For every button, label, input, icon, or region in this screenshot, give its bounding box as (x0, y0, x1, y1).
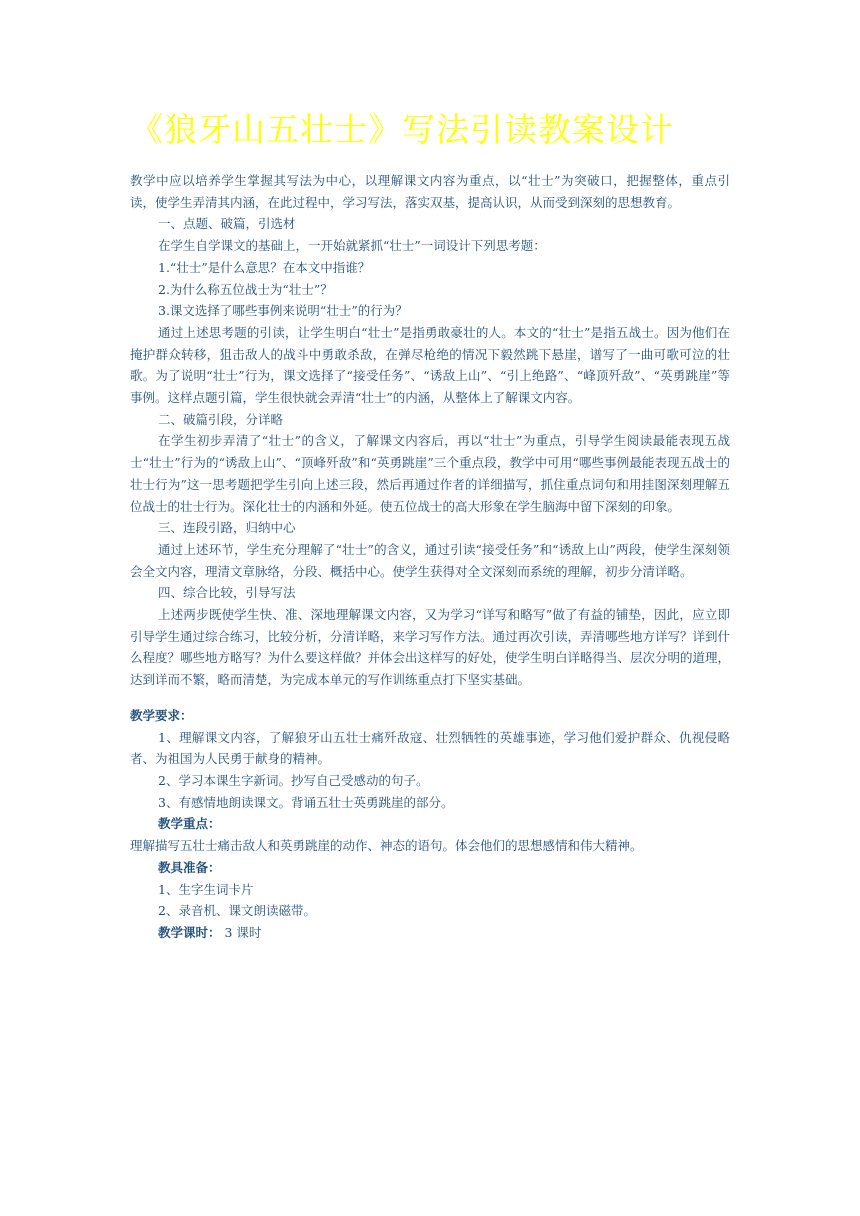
key-points-label: 教学重点： (158, 816, 221, 832)
section-1-paragraph: 通过上述思考题的引读，让学生明白“壮士”是指勇敢豪壮的人。本文的“壮士”是指五战士。因为他们在掩护群众转移，狙击敌人的战斗中勇敢杀敌，在弹尽枪绝的情况下毅然跳下悬崖，谱写了一曲可歌可泣的壮歌。为了说明“壮士”行为，课文选择了“接受任务”、“诱敌上山”、“引上绝路”、“峰顶歼敌”、“英勇跳崖”等事例。这样点题引篇，学生很快就会弄清“壮士”的内涵，从整体上了解课文内容。 (130, 324, 730, 406)
document-title: 《狼牙山五壮士》写法引读教案设计 (130, 110, 674, 149)
section-1-heading: 一、点题、破篇，引选材 (158, 216, 296, 232)
material-1: 1、生字生词卡片 (158, 881, 254, 897)
class-hours-line (130, 922, 730, 944)
requirement-1: 1、理解课文内容，了解狼牙山五壮士痛歼敌寇、壮烈牺牲的英雄事迹，学习他们爱护群众、仇视侵略者、为祖国为人民勇于献身的精神。 (130, 729, 730, 767)
section-4-paragraph: 上述两步既使学生快、准、深地理解课文内容，又为学习“详写和略写”做了有益的铺垫，因此，应立即引导学生通过综合练习，比较分析，分清详略，来学习写作方法。通过再次引读，弄清哪些地方详写？详到什么程度？哪些地方略写？为什么要这样做？并体会出这样写的好处，使学生明白详略得当、层次分明的道理，达到详而不繁，略而清楚，为完成本单元的写作训练重点打下坚实基础。 (130, 607, 731, 688)
materials-label: 教具准备： (158, 859, 221, 875)
section-4-heading: 四、综合比较，引导写法 (158, 585, 296, 601)
question-2: 2.为什么称五位战士为“壮士”？ (158, 281, 333, 297)
intro-paragraph: 教学中应以培养学生掌握其写法为中心，以理解课文内容为重点，以“壮士”为突破口，把握整体，重点引读，使学生弄清其内涵，在此过程中，学习写法，落实双基，提高认识，从而受到深刻的思想教育。 (130, 173, 730, 210)
requirements-label: 教学要求： (130, 707, 193, 723)
section-3-paragraph: 通过上述环节，学生充分理解了“壮士”的含义，通过引读“接受任务”和“诱敌上山”两段，使学生深刻领会全文内容，理清文章脉络，分段、概括中心。使学生获得对全文深刻而系统的理解，初步分清详略。 (130, 541, 730, 579)
section-3-heading: 三、连段引路，归纳中心 (158, 520, 296, 536)
section-2-paragraph: 在学生初步弄清了“壮士”的含义，了解课文内容后，再以“壮士”为重点，引导学生阅读最能表现五战士“壮士”行为的“诱敌上山”、“顶峰歼敌”和“英勇跳崖”三个重点段，教学中可用“哪些事例最能表现五战士的壮士行为”这一思考题把学生引向上述三段，然后再通过作者的详细描写，抓住重点词句和用挂图深刻理解五位战士的壮士行为。深化壮士的内涵和外延。使五位战士的高大形象在学生脑海中留下深刻的印象。 (130, 433, 730, 514)
question-1: 1.“壮士”是什么意思？在本文中指谁？ (158, 259, 371, 275)
key-points-text: 理解描写五壮士痛击敌人和英勇跳崖的动作、神态的语句。体会他们的思想感情和伟大精神。 (130, 838, 643, 854)
spacer (130, 691, 730, 705)
class-hours-value: 3 课时 (224, 924, 262, 940)
section-2-heading: 二、破篇引段，分详略 (158, 411, 284, 427)
class-hours-label: 教学课时： (158, 924, 221, 940)
requirement-2: 2、学习本课生字新词。抄写自己受感动的句子。 (158, 772, 429, 788)
material-2: 2、录音机、课文朗读磁带。 (158, 903, 316, 919)
question-3: 3.课文选择了哪些事例来说明“壮士”的行为？ (158, 303, 408, 319)
document-body (130, 170, 730, 944)
section-1-lead: 在学生自学课文的基础上，一开始就紧抓“壮士”一词设计下列思考题： (158, 238, 546, 254)
requirement-3: 3、有感情地朗读课文。背诵五壮士英勇跳崖的部分。 (158, 794, 454, 810)
